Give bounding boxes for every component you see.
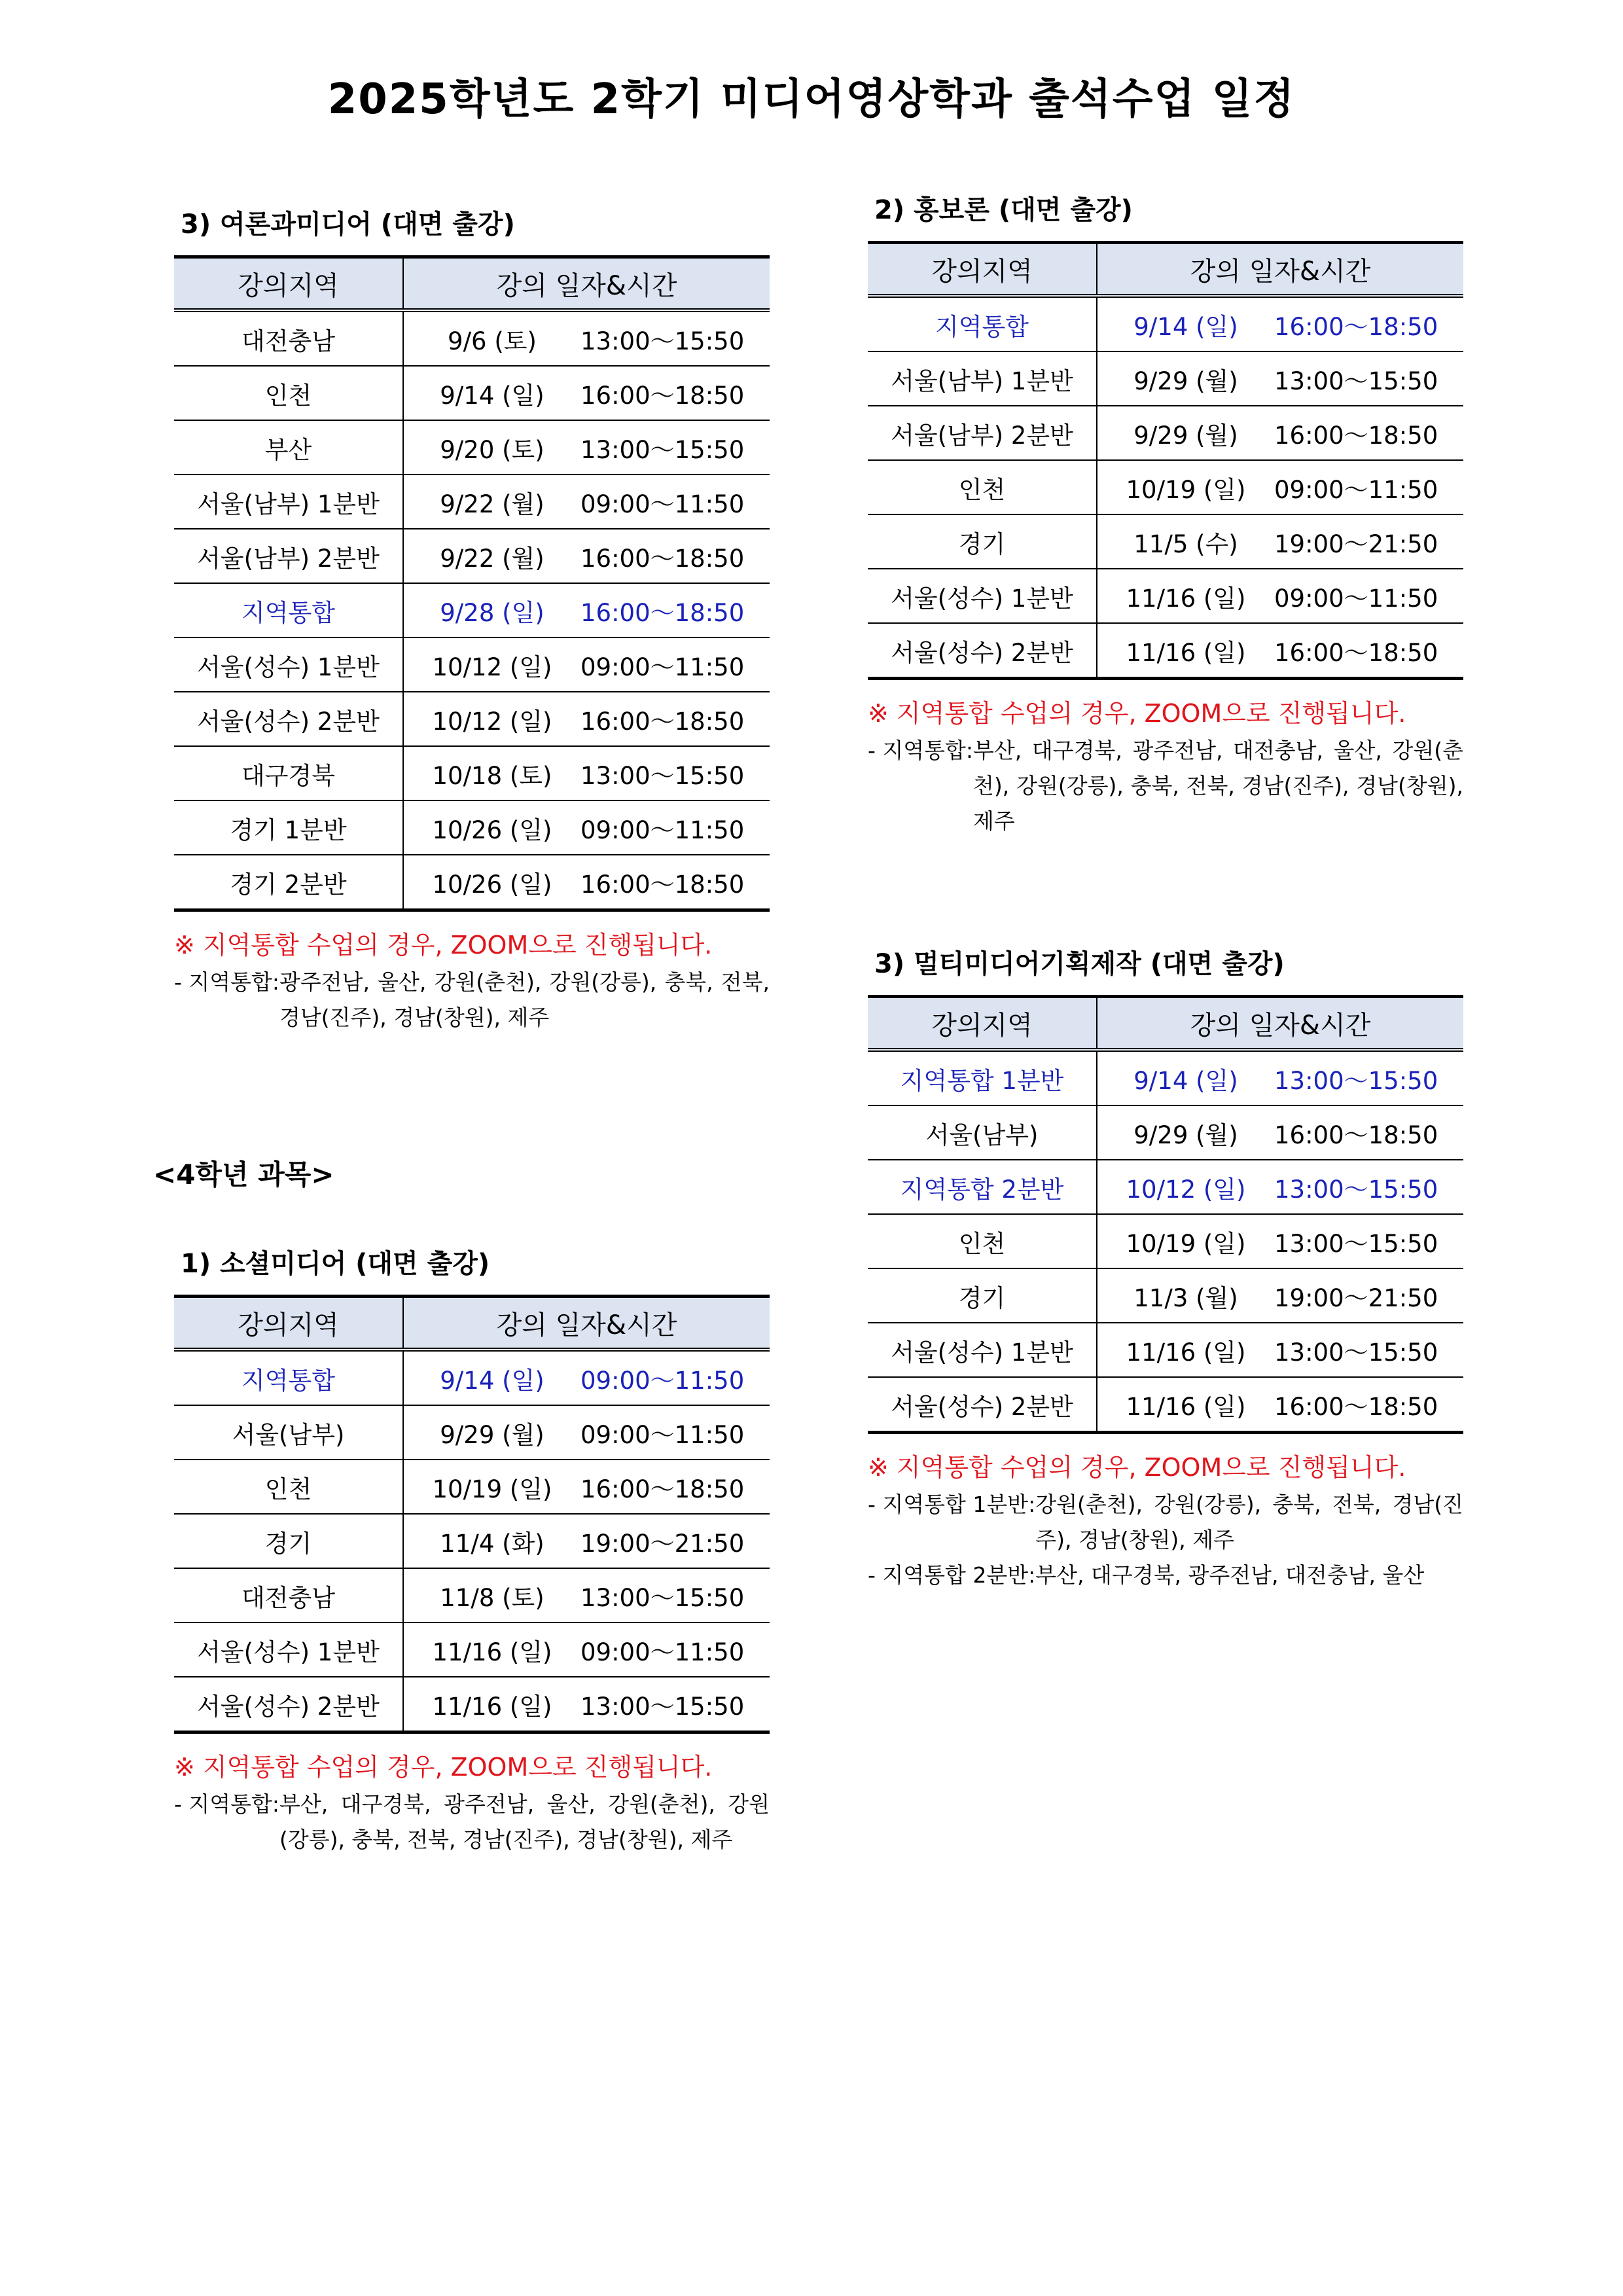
- date-cell: 9/14 (일): [1133, 312, 1238, 341]
- table-row-integrated: [868, 296, 1463, 351]
- zoom-note: ※ 지역통합 수업의 경우, ZOOM으로 진행됩니다.: [868, 1453, 1406, 1482]
- header-region: 강의지역: [174, 257, 403, 311]
- section-public-opinion-media: [174, 208, 770, 1035]
- region-cell: 서울(성수) 2분반: [174, 1677, 403, 1732]
- table-row-integrated: [868, 1160, 1463, 1214]
- section-multimedia-production: [868, 948, 1463, 1593]
- table-row: [174, 366, 770, 420]
- time-cell: 16:00～18:50: [1274, 1392, 1438, 1421]
- header-region: 강의지역: [868, 243, 1097, 296]
- note-label: - 지역통합:: [174, 969, 280, 995]
- table-row: [174, 1568, 770, 1623]
- section-title: 3) 멀티미디어기획제작 (대면 출강): [874, 949, 1285, 979]
- table-row: [174, 310, 770, 366]
- date-cell: 11/16 (일): [1126, 584, 1246, 613]
- time-cell: 16:00～18:50: [1274, 312, 1438, 341]
- section-public-relations: [868, 194, 1463, 839]
- time-cell: 16:00～18:50: [580, 1475, 745, 1503]
- date-cell: 9/28 (일): [440, 598, 544, 627]
- region-cell: 대구경북: [174, 746, 403, 800]
- table-row: [868, 569, 1463, 623]
- date-cell: 10/12 (일): [432, 707, 552, 736]
- time-cell: 13:00～15:50: [580, 761, 745, 790]
- time-cell: 13:00～15:50: [580, 1692, 745, 1721]
- note-text: 강원(춘천), 강원(강릉), 충북, 전북, 경남(진주), 경남(창원), 제주: [1035, 1492, 1463, 1552]
- table-row: [868, 1268, 1463, 1323]
- date-cell: 9/14 (일): [440, 1366, 544, 1395]
- integrated-region-note: [868, 733, 1463, 839]
- time-cell: 13:00～15:50: [580, 327, 745, 355]
- time-cell: 19:00～21:50: [580, 1529, 745, 1558]
- region-cell: 서울(남부): [868, 1105, 1097, 1160]
- date-cell: 10/26 (일): [432, 816, 552, 844]
- time-cell: 16:00～18:50: [580, 544, 745, 573]
- grade4-heading: <4학년 과목>: [153, 1158, 334, 1191]
- integrated-region-note: [868, 1487, 1463, 1593]
- region-cell: 서울(성수) 1분반: [868, 1323, 1097, 1377]
- table-row: [868, 623, 1463, 679]
- time-cell: 09:00～11:50: [580, 1638, 745, 1666]
- date-cell: 10/12 (일): [432, 653, 552, 681]
- time-cell: 16:00～18:50: [1274, 638, 1438, 667]
- date-cell: 9/29 (월): [1133, 367, 1238, 395]
- table-row: [174, 1514, 770, 1568]
- region-cell: 경기: [868, 514, 1097, 569]
- note-label: - 지역통합:: [174, 1791, 280, 1817]
- region-cell: 경기: [174, 1514, 403, 1568]
- table-row: [868, 1323, 1463, 1377]
- date-cell: 10/19 (일): [432, 1475, 552, 1503]
- region-cell: 지역통합: [174, 583, 403, 637]
- page-title: 2025학년도 2학기 미디어영상학과 출석수업 일정: [327, 75, 1296, 124]
- table-row: [868, 514, 1463, 569]
- time-cell: 09:00～11:50: [580, 1366, 745, 1395]
- time-cell: 16:00～18:50: [580, 598, 745, 627]
- time-cell: 09:00～11:50: [1274, 475, 1438, 504]
- region-cell: 부산: [174, 420, 403, 475]
- header-datetime: 강의 일자&시간: [403, 257, 770, 311]
- region-cell: 지역통합 2분반: [868, 1160, 1097, 1214]
- table-row: [868, 460, 1463, 514]
- table-row-integrated: [174, 583, 770, 637]
- date-cell: 10/12 (일): [1126, 1175, 1246, 1204]
- schedule-table: [174, 255, 770, 912]
- region-cell: 서울(남부) 1분반: [174, 475, 403, 529]
- date-cell: 11/3 (월): [1133, 1283, 1238, 1312]
- time-cell: 16:00～18:50: [1274, 1121, 1438, 1149]
- table-row: [174, 637, 770, 692]
- time-cell: 13:00～15:50: [1274, 1066, 1438, 1095]
- note-text: 부산, 대구경북, 광주전남, 울산, 강원(춘천), 강원(강릉), 충북, 전북, 경남(진주), 경남(창원), 제주: [279, 1791, 770, 1852]
- time-cell: 09:00～11:50: [580, 490, 745, 518]
- date-cell: 9/22 (월): [440, 544, 544, 573]
- time-cell: 16:00～18:50: [580, 707, 745, 736]
- schedule-table: [868, 995, 1463, 1434]
- region-cell: 서울(성수) 1분반: [174, 637, 403, 692]
- table-row: [868, 1105, 1463, 1160]
- table-row: [174, 800, 770, 855]
- time-cell: 09:00～11:50: [580, 816, 745, 844]
- table-row: [174, 1460, 770, 1514]
- table-row: [174, 692, 770, 746]
- region-cell: 서울(성수) 2분반: [174, 692, 403, 746]
- date-cell: 11/16 (일): [1126, 1392, 1246, 1421]
- table-row: [174, 475, 770, 529]
- date-cell: 10/19 (일): [1126, 1229, 1246, 1258]
- region-cell: 인천: [868, 1214, 1097, 1268]
- region-cell: 서울(성수) 1분반: [174, 1623, 403, 1677]
- region-cell: 인천: [174, 1460, 403, 1514]
- region-cell: 인천: [174, 366, 403, 420]
- table-row: [174, 746, 770, 800]
- date-cell: 10/18 (토): [432, 761, 552, 790]
- date-cell: 9/29 (월): [1133, 421, 1238, 450]
- schedule-table: [868, 241, 1463, 680]
- integrated-region-note: [174, 965, 770, 1035]
- region-cell: 대전충남: [174, 1568, 403, 1623]
- table-row-integrated: [868, 1050, 1463, 1105]
- region-cell: 인천: [868, 460, 1097, 514]
- table-row: [174, 529, 770, 583]
- time-cell: 09:00～11:50: [580, 1420, 745, 1449]
- header-datetime: 강의 일자&시간: [1097, 243, 1463, 296]
- date-cell: 11/8 (토): [440, 1583, 544, 1612]
- time-cell: 16:00～18:50: [580, 870, 745, 899]
- table-row: [868, 351, 1463, 406]
- table-row-integrated: [174, 1350, 770, 1405]
- note-label: - 지역통합 1분반:: [868, 1492, 1036, 1517]
- header-datetime: 강의 일자&시간: [1097, 997, 1463, 1050]
- time-cell: 19:00～21:50: [1274, 529, 1438, 558]
- region-cell: 서울(성수) 2분반: [868, 623, 1097, 679]
- time-cell: 13:00～15:50: [580, 1583, 745, 1612]
- time-cell: 16:00～18:50: [1274, 421, 1438, 450]
- time-cell: 09:00～11:50: [580, 653, 745, 681]
- region-cell: 지역통합: [174, 1350, 403, 1405]
- date-cell: 11/16 (일): [432, 1692, 552, 1721]
- date-cell: 9/22 (월): [440, 490, 544, 518]
- note-text: 부산, 대구경북, 광주전남, 대전충남, 울산, 강원(춘천), 강원(강릉), 충북, 전북, 경남(진주), 경남(창원), 제주: [973, 738, 1463, 834]
- region-cell: 서울(남부) 1분반: [868, 351, 1097, 406]
- time-cell: 13:00～15:50: [1274, 1229, 1438, 1258]
- region-cell: 서울(성수) 1분반: [868, 569, 1097, 623]
- note-label: - 지역통합 2분반:: [868, 1562, 1036, 1588]
- date-cell: 11/5 (수): [1133, 529, 1238, 558]
- date-cell: 11/16 (일): [1126, 1338, 1246, 1367]
- region-cell: 서울(남부) 2분반: [868, 406, 1097, 460]
- table-row: [174, 1677, 770, 1732]
- table-row: [868, 406, 1463, 460]
- region-cell: 서울(남부) 2분반: [174, 529, 403, 583]
- date-cell: 9/6 (토): [448, 327, 537, 355]
- integrated-region-note: [174, 1787, 770, 1857]
- table-row: [174, 855, 770, 910]
- section-title: 1) 소셜미디어 (대면 출강): [181, 1249, 490, 1279]
- region-cell: 경기 1분반: [174, 800, 403, 855]
- table-row: [174, 1405, 770, 1460]
- date-cell: 10/26 (일): [432, 870, 552, 899]
- header-datetime: 강의 일자&시간: [403, 1297, 770, 1350]
- date-cell: 9/29 (월): [440, 1420, 544, 1449]
- time-cell: 16:00～18:50: [580, 381, 745, 410]
- region-cell: 서울(남부): [174, 1405, 403, 1460]
- zoom-note: ※ 지역통합 수업의 경우, ZOOM으로 진행됩니다.: [174, 1753, 713, 1782]
- section-social-media: [174, 1247, 770, 1857]
- table-row: [174, 1623, 770, 1677]
- note-label: - 지역통합:: [868, 738, 974, 763]
- time-cell: 13:00～15:50: [1274, 1175, 1438, 1204]
- region-cell: 서울(성수) 2분반: [868, 1377, 1097, 1433]
- section-title: 2) 홍보론 (대면 출강): [874, 195, 1133, 225]
- region-cell: 지역통합: [868, 296, 1097, 351]
- header-region: 강의지역: [174, 1297, 403, 1350]
- time-cell: 19:00～21:50: [1274, 1283, 1438, 1312]
- date-cell: 9/20 (토): [440, 435, 544, 464]
- date-cell: 11/16 (일): [432, 1638, 552, 1666]
- table-row: [174, 420, 770, 475]
- zoom-note: ※ 지역통합 수업의 경우, ZOOM으로 진행됩니다.: [174, 931, 713, 960]
- region-cell: 경기: [868, 1268, 1097, 1323]
- header-region: 강의지역: [868, 997, 1097, 1050]
- note-text: 부산, 대구경북, 광주전남, 대전충남, 울산: [1035, 1562, 1425, 1588]
- time-cell: 09:00～11:50: [1274, 584, 1438, 613]
- time-cell: 13:00～15:50: [580, 435, 745, 464]
- date-cell: 9/14 (일): [440, 381, 544, 410]
- section-title: 3) 여론과미디어 (대면 출강): [181, 209, 515, 240]
- date-cell: 9/29 (월): [1133, 1121, 1238, 1149]
- schedule-table: [174, 1295, 770, 1734]
- date-cell: 11/4 (화): [440, 1529, 544, 1558]
- region-cell: 경기 2분반: [174, 855, 403, 910]
- date-cell: 10/19 (일): [1126, 475, 1246, 504]
- region-cell: 대전충남: [174, 310, 403, 366]
- time-cell: 13:00～15:50: [1274, 367, 1438, 395]
- note-text: 광주전남, 울산, 강원(춘천), 강원(강릉), 충북, 전북, 경남(진주), 경남(창원), 제주: [279, 969, 770, 1030]
- region-cell: 지역통합 1분반: [868, 1050, 1097, 1105]
- table-row: [868, 1377, 1463, 1433]
- table-row: [868, 1214, 1463, 1268]
- time-cell: 13:00～15:50: [1274, 1338, 1438, 1367]
- date-cell: 11/16 (일): [1126, 638, 1246, 667]
- zoom-note: ※ 지역통합 수업의 경우, ZOOM으로 진행됩니다.: [868, 699, 1406, 728]
- date-cell: 9/14 (일): [1133, 1066, 1238, 1095]
